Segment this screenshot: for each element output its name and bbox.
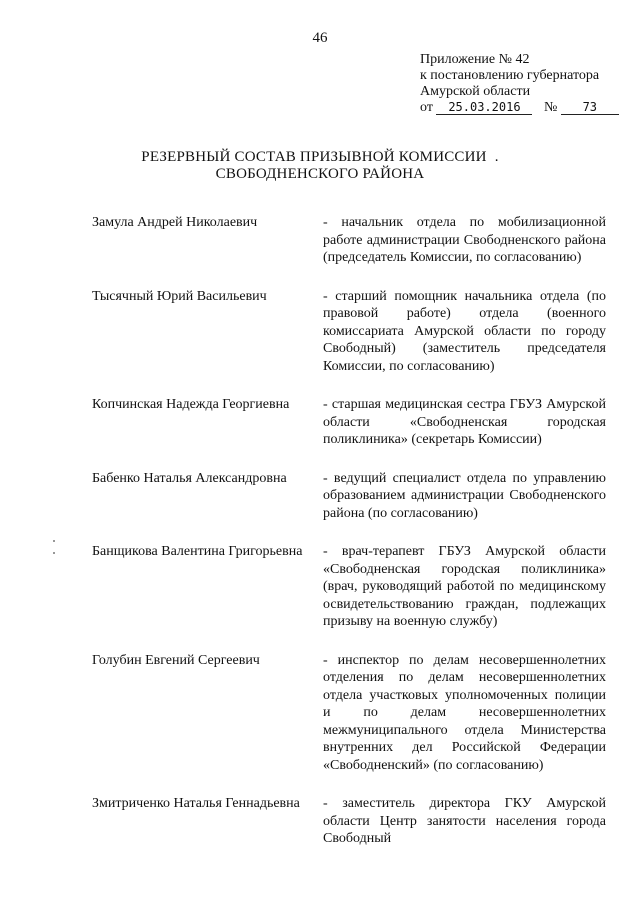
date-prefix: от — [420, 100, 433, 115]
member-role: - старший помощник начальника отдела (по правовой работе) отдела (военного комиссариата Амурской области по городу Свободный) (заместитель председателя Комиссии, по согласованию) — [323, 288, 606, 374]
member-name: Бабенко Наталья Александровна — [92, 470, 287, 486]
member-row — [92, 470, 612, 523]
member-name: Змитриченко Наталья Геннадьевна — [92, 796, 300, 811]
number-prefix: № — [543, 100, 558, 115]
appendix-region: Амурской области — [420, 84, 531, 99]
member-role: - заместитель директора ГКУ Амурской области Центр занятости населения города Свободный — [323, 796, 606, 846]
member-role: - инспектор по делам несовершеннолетних отделения по делам несовершеннолетних отдела участковых уполномоченных полиции и по делам несовершеннолетних межмуниципального отдела Министерства внутренних дел Российской Федерации «Свободненский» (по согласованию) — [323, 652, 606, 773]
scan-artifact — [53, 552, 55, 554]
members-list — [92, 214, 612, 848]
member-role: - старшая медицинская сестра ГБУЗ Амурской области «Свободненская городская поликлиника» (секретарь Комиссии) — [323, 397, 606, 447]
number-value: 73 — [561, 101, 619, 115]
page-number: 46 — [312, 30, 328, 46]
appendix-block — [420, 52, 620, 116]
member-role: - начальник отдела по мобилизационной работе администрации Свободненского района (председатель Комиссии, по согласованию) — [323, 215, 606, 265]
member-row — [92, 396, 612, 449]
scan-artifact — [53, 540, 55, 542]
title-mark: . — [494, 149, 499, 165]
member-row — [92, 652, 612, 775]
date-value: 25.03.2016 — [436, 101, 532, 115]
title-line-2: СВОБОДНЕНСКОГО РАЙОНА — [215, 166, 425, 182]
member-row — [92, 288, 612, 376]
member-role: - ведущий специалист отдела по управлению образованием администрации Свободненского района (по согласованию) — [323, 470, 606, 521]
title-line-1 — [0, 149, 640, 166]
appendix-date-number-line — [420, 100, 620, 116]
member-row — [92, 214, 612, 267]
member-name: Банщикова Валентина Григорьевна — [92, 544, 303, 559]
member-name: Замула Андрей Николаевич — [92, 215, 258, 230]
member-name: Копчинская Надежда Георгиевна — [92, 397, 290, 412]
document-title — [0, 149, 640, 183]
member-name: Тысячный Юрий Васильевич — [92, 288, 267, 304]
title-line-1-text: РЕЗЕРВНЫЙ СОСТАВ ПРИЗЫВНОЙ КОМИССИИ — [141, 149, 487, 165]
member-name: Голубин Евгений Сергеевич — [92, 652, 260, 668]
appendix-title: Приложение № 42 — [420, 52, 530, 67]
member-row — [92, 543, 612, 631]
member-row — [92, 795, 612, 848]
appendix-reference: к постановлению губернатора — [420, 68, 600, 83]
member-role: - врач-терапевт ГБУЗ Амурской области «Свободненская городская поликлиника» (врач, руководящий работой по медицинскому освидетельствованию граждан, подлежащих призыву на военную службу) — [323, 544, 606, 629]
